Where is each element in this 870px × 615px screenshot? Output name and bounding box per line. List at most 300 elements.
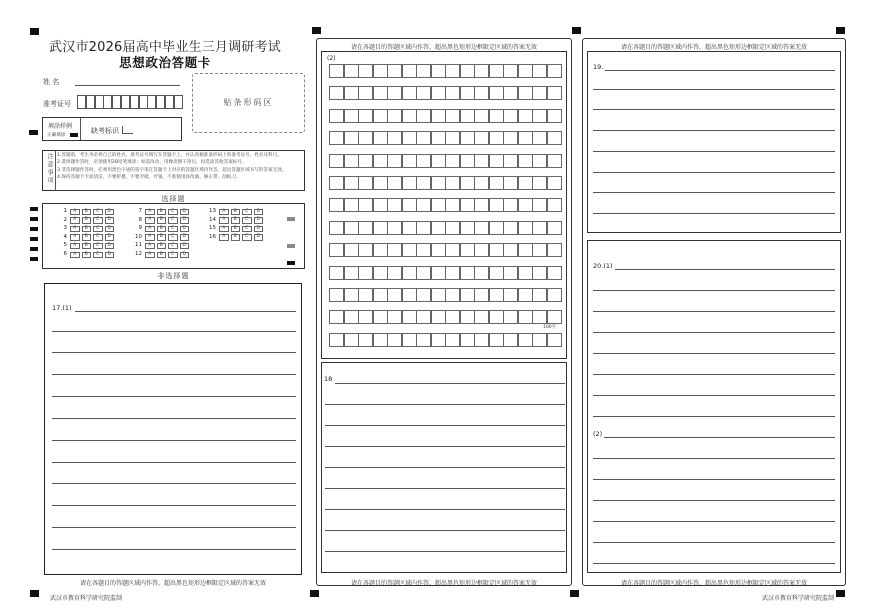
char-box bbox=[416, 243, 431, 257]
option-box: D bbox=[105, 226, 115, 233]
char-box bbox=[532, 221, 547, 235]
option-box: C bbox=[168, 217, 178, 224]
char-box bbox=[329, 243, 344, 257]
registration-mark bbox=[30, 590, 39, 597]
registration-mark bbox=[836, 27, 845, 34]
answer-line bbox=[52, 462, 296, 463]
char-box bbox=[373, 243, 388, 257]
char-box bbox=[547, 266, 562, 280]
char-box bbox=[373, 154, 388, 168]
question-number: 8 bbox=[138, 216, 142, 223]
char-box bbox=[518, 64, 533, 78]
char-box bbox=[344, 176, 359, 190]
char-box bbox=[431, 86, 446, 100]
registration-mark bbox=[30, 28, 39, 35]
correct-fill-label: 正确填涂 bbox=[47, 133, 66, 138]
char-box bbox=[373, 310, 388, 324]
char-box bbox=[329, 288, 344, 302]
char-box bbox=[387, 86, 402, 100]
char-box bbox=[474, 131, 489, 145]
char-box bbox=[402, 86, 417, 100]
option-box: C bbox=[242, 226, 252, 233]
answer-line bbox=[52, 418, 296, 419]
char-box bbox=[460, 131, 475, 145]
option-box: D bbox=[105, 243, 115, 250]
id-digit-box bbox=[86, 95, 95, 109]
option-box: B bbox=[157, 226, 167, 233]
char-box bbox=[503, 266, 518, 280]
boundary-warning: 请在各题目的答题区域内作答，超出黑色矩形边框限定区域的答案无效 bbox=[620, 44, 807, 51]
char-box bbox=[532, 176, 547, 190]
option-box: D bbox=[105, 234, 115, 241]
char-box bbox=[460, 243, 475, 257]
option-box: C bbox=[93, 252, 103, 259]
char-box bbox=[387, 131, 402, 145]
question-number: 9 bbox=[138, 225, 142, 232]
answer-line bbox=[52, 549, 296, 550]
char-box bbox=[474, 64, 489, 78]
char-box bbox=[373, 131, 388, 145]
question-number: 15 bbox=[209, 225, 216, 232]
q19-label: 19. bbox=[593, 63, 604, 71]
char-box bbox=[474, 198, 489, 212]
char-box bbox=[532, 243, 547, 257]
char-box bbox=[489, 221, 504, 235]
char-box bbox=[532, 131, 547, 145]
char-box bbox=[358, 310, 373, 324]
option-box: B bbox=[82, 252, 92, 259]
answer-line bbox=[593, 192, 835, 193]
option-box: A bbox=[70, 252, 80, 259]
id-digit-box bbox=[121, 95, 130, 109]
question-number: 11 bbox=[135, 242, 142, 249]
notes-item: 3.非选择题作答时，必须用黑色字迹的签字笔在答题卡上对应的答题区域内作答，超出答题区域书写的答案无效。 bbox=[57, 167, 287, 173]
answer-sheet-title: 思想政治答题卡 bbox=[119, 55, 211, 70]
option-box: D bbox=[105, 252, 115, 259]
char-box bbox=[344, 221, 359, 235]
option-box: D bbox=[254, 209, 264, 216]
char-box bbox=[474, 86, 489, 100]
option-box: A bbox=[145, 243, 155, 250]
option-box: A bbox=[219, 209, 229, 216]
char-box bbox=[460, 154, 475, 168]
char-box bbox=[358, 64, 373, 78]
option-box: C bbox=[93, 226, 103, 233]
q19-answer-box bbox=[587, 51, 841, 233]
char-box bbox=[445, 310, 460, 324]
char-box bbox=[387, 198, 402, 212]
option-box: D bbox=[180, 226, 190, 233]
option-box: A bbox=[145, 252, 155, 259]
char-box bbox=[329, 333, 344, 347]
timing-mark bbox=[30, 237, 38, 241]
char-box bbox=[344, 333, 359, 347]
char-box bbox=[344, 64, 359, 78]
char-box bbox=[489, 109, 504, 123]
char-box bbox=[402, 109, 417, 123]
option-box: B bbox=[82, 217, 92, 224]
char-box bbox=[402, 221, 417, 235]
footer-publisher: 武汉市教育科学研究院监制 bbox=[762, 595, 835, 602]
answer-line bbox=[593, 395, 835, 396]
char-box bbox=[489, 243, 504, 257]
id-digit-box bbox=[103, 95, 112, 109]
answer-line bbox=[593, 109, 835, 110]
char-box bbox=[387, 333, 402, 347]
char-box bbox=[344, 266, 359, 280]
char-box bbox=[474, 266, 489, 280]
option-box: D bbox=[180, 243, 190, 250]
char-box bbox=[431, 310, 446, 324]
char-box bbox=[503, 198, 518, 212]
char-box bbox=[402, 333, 417, 347]
char-box bbox=[329, 131, 344, 145]
char-box bbox=[503, 243, 518, 257]
boundary-warning: 请在各题目的答题区域内作答，超出黑色矩形边框限定区域的答案无效 bbox=[350, 44, 537, 51]
char-box bbox=[489, 154, 504, 168]
char-box bbox=[431, 154, 446, 168]
char-box bbox=[489, 198, 504, 212]
char-box bbox=[547, 176, 562, 190]
char-box bbox=[503, 64, 518, 78]
option-box: A bbox=[70, 217, 80, 224]
char-box bbox=[474, 333, 489, 347]
char-box bbox=[532, 198, 547, 212]
option-box: D bbox=[180, 252, 190, 259]
char-box bbox=[387, 243, 402, 257]
char-box bbox=[474, 288, 489, 302]
char-box bbox=[503, 109, 518, 123]
barcode-area bbox=[192, 73, 305, 133]
char-box bbox=[402, 198, 417, 212]
char-box bbox=[503, 333, 518, 347]
answer-line bbox=[593, 374, 835, 375]
absent-mark-box bbox=[122, 126, 133, 134]
question-number: 13 bbox=[209, 208, 216, 214]
char-box bbox=[402, 288, 417, 302]
char-box bbox=[431, 109, 446, 123]
char-box bbox=[416, 333, 431, 347]
char-box bbox=[402, 243, 417, 257]
char-box bbox=[344, 109, 359, 123]
char-box bbox=[445, 64, 460, 78]
absent-mark-label: 缺考标识 bbox=[91, 127, 119, 135]
char-box bbox=[373, 333, 388, 347]
char-box bbox=[532, 333, 547, 347]
question-number: 3 bbox=[63, 225, 67, 232]
answer-line bbox=[593, 311, 835, 312]
q17-answer-box bbox=[44, 283, 302, 575]
char-box bbox=[532, 288, 547, 302]
char-box bbox=[329, 64, 344, 78]
char-box bbox=[329, 221, 344, 235]
char-box bbox=[503, 176, 518, 190]
char-box bbox=[474, 243, 489, 257]
char-box bbox=[358, 266, 373, 280]
char-box bbox=[344, 131, 359, 145]
char-box bbox=[445, 198, 460, 212]
char-box bbox=[329, 266, 344, 280]
word-count-marker: 100字 bbox=[543, 325, 557, 330]
char-box bbox=[503, 131, 518, 145]
answer-line bbox=[52, 440, 296, 441]
char-box bbox=[532, 64, 547, 78]
answer-line bbox=[325, 530, 565, 531]
answer-line bbox=[325, 488, 565, 489]
name-underline bbox=[75, 85, 180, 86]
char-box bbox=[445, 154, 460, 168]
char-box bbox=[532, 154, 547, 168]
char-box bbox=[387, 288, 402, 302]
option-box: B bbox=[231, 209, 241, 216]
char-box bbox=[547, 243, 562, 257]
char-box bbox=[416, 198, 431, 212]
id-digit-box bbox=[174, 95, 183, 109]
char-box bbox=[329, 198, 344, 212]
divider bbox=[55, 150, 56, 191]
char-box bbox=[547, 221, 562, 235]
char-box bbox=[416, 64, 431, 78]
char-box bbox=[387, 310, 402, 324]
option-box: C bbox=[242, 217, 252, 224]
question-number: 2 bbox=[63, 216, 67, 223]
char-box bbox=[358, 109, 373, 123]
char-box bbox=[416, 288, 431, 302]
id-digit-box bbox=[77, 95, 86, 109]
answer-line bbox=[593, 89, 835, 90]
option-box: A bbox=[145, 217, 155, 224]
option-box: D bbox=[105, 209, 115, 216]
char-box bbox=[387, 109, 402, 123]
answer-line bbox=[593, 130, 835, 131]
question-number: 16 bbox=[209, 233, 216, 240]
char-box bbox=[373, 109, 388, 123]
option-box: C bbox=[168, 226, 178, 233]
char-box bbox=[532, 266, 547, 280]
char-box bbox=[489, 131, 504, 145]
char-box bbox=[431, 131, 446, 145]
barcode-label: 贴条形码区 bbox=[223, 98, 274, 107]
char-box bbox=[344, 86, 359, 100]
answer-line bbox=[52, 483, 296, 484]
option-box: B bbox=[157, 234, 167, 241]
option-box: C bbox=[168, 234, 178, 241]
char-box bbox=[460, 176, 475, 190]
char-box bbox=[547, 288, 562, 302]
boundary-warning: 请在各题目的答题区域内作答，超出黑色矩形边框限定区域的答案无效 bbox=[350, 580, 537, 587]
char-box bbox=[474, 176, 489, 190]
timing-mark bbox=[29, 130, 38, 135]
char-box bbox=[489, 310, 504, 324]
answer-line bbox=[593, 416, 835, 417]
char-box bbox=[532, 86, 547, 100]
char-box bbox=[387, 154, 402, 168]
option-box: D bbox=[254, 217, 264, 224]
char-box bbox=[518, 310, 533, 324]
option-box: B bbox=[82, 243, 92, 250]
answer-line bbox=[325, 467, 565, 468]
option-box: D bbox=[180, 217, 190, 224]
char-box bbox=[474, 221, 489, 235]
char-box bbox=[460, 333, 475, 347]
char-box bbox=[416, 109, 431, 123]
registration-mark bbox=[570, 590, 579, 597]
char-box bbox=[387, 176, 402, 190]
option-box: A bbox=[70, 209, 80, 216]
timing-mark bbox=[30, 257, 38, 261]
char-box bbox=[445, 333, 460, 347]
char-box bbox=[402, 176, 417, 190]
answer-line bbox=[593, 290, 835, 291]
option-box: A bbox=[70, 243, 80, 250]
char-box bbox=[387, 221, 402, 235]
option-box: C bbox=[168, 252, 178, 259]
id-digit-box bbox=[165, 95, 174, 109]
char-box bbox=[547, 64, 562, 78]
notes-item: 2.选择题作答时，必须使用2B铅笔填涂；如需改动，用橡皮擦干净后，再选涂其他答案标号。 bbox=[57, 160, 247, 166]
char-box bbox=[518, 131, 533, 145]
char-box bbox=[431, 198, 446, 212]
answer-line bbox=[52, 396, 296, 397]
char-box bbox=[489, 176, 504, 190]
answer-line bbox=[605, 70, 835, 71]
char-box bbox=[532, 109, 547, 123]
option-box: A bbox=[219, 217, 229, 224]
notes-list bbox=[57, 152, 302, 182]
char-box bbox=[474, 154, 489, 168]
notes-item: 1.答题前，考生务必将自己的姓名、准考证号填写在答题卡上，并认真核准条形码上的准考证号、姓名及科目。 bbox=[57, 153, 282, 158]
notes-item: 4.保持答题卡卡面清洁，不要折叠，不要弄破、弄皱，不准使用涂改液、修正带、刮纸刀。 bbox=[57, 175, 241, 181]
option-box: C bbox=[242, 209, 252, 216]
char-box bbox=[518, 86, 533, 100]
char-box bbox=[344, 154, 359, 168]
option-box: A bbox=[145, 209, 155, 216]
option-box: D bbox=[180, 234, 190, 241]
char-box bbox=[416, 266, 431, 280]
char-box bbox=[373, 86, 388, 100]
option-box: B bbox=[231, 226, 241, 233]
nonchoice-section-title: 非选择题 bbox=[157, 272, 190, 280]
char-box bbox=[518, 266, 533, 280]
fill-sample-box bbox=[42, 117, 182, 141]
char-box bbox=[329, 109, 344, 123]
char-box bbox=[489, 86, 504, 100]
option-box: D bbox=[254, 234, 264, 241]
option-box: A bbox=[219, 234, 229, 241]
boundary-warning: 请在各题目的答题区域内作答，超出黑色矩形边框限定区域的答案无效 bbox=[620, 580, 807, 587]
char-box bbox=[489, 288, 504, 302]
char-box bbox=[329, 154, 344, 168]
option-box: C bbox=[242, 234, 252, 241]
char-box bbox=[445, 243, 460, 257]
option-box: B bbox=[157, 243, 167, 250]
fill-sample-label: 填涂样例 bbox=[48, 123, 73, 130]
char-box bbox=[387, 266, 402, 280]
char-box bbox=[358, 131, 373, 145]
char-box bbox=[416, 86, 431, 100]
char-box bbox=[445, 131, 460, 145]
char-box bbox=[344, 198, 359, 212]
id-digit-box bbox=[156, 95, 165, 109]
char-box bbox=[460, 198, 475, 212]
char-box bbox=[460, 86, 475, 100]
q20-part1-label: 20.(1) bbox=[593, 262, 613, 270]
char-box bbox=[460, 288, 475, 302]
answer-line bbox=[52, 527, 296, 528]
id-digit-box bbox=[130, 95, 139, 109]
char-box bbox=[503, 221, 518, 235]
char-box bbox=[358, 333, 373, 347]
char-box bbox=[416, 221, 431, 235]
char-box bbox=[445, 176, 460, 190]
option-box: C bbox=[93, 243, 103, 250]
option-box: D bbox=[180, 209, 190, 216]
char-box bbox=[518, 176, 533, 190]
char-box bbox=[416, 131, 431, 145]
char-box bbox=[518, 221, 533, 235]
answer-line bbox=[615, 269, 835, 270]
option-box: C bbox=[168, 243, 178, 250]
char-box bbox=[402, 64, 417, 78]
char-box bbox=[358, 198, 373, 212]
option-box: B bbox=[157, 217, 167, 224]
char-box bbox=[532, 310, 547, 324]
id-digit-box bbox=[147, 95, 156, 109]
answer-line bbox=[325, 446, 565, 447]
char-box bbox=[402, 266, 417, 280]
char-box bbox=[489, 266, 504, 280]
choice-section-title: 选择题 bbox=[161, 195, 186, 203]
answer-line bbox=[593, 542, 835, 543]
registration-mark bbox=[836, 590, 845, 597]
answer-line bbox=[593, 151, 835, 152]
exam-id-label: 准考证号 bbox=[43, 100, 71, 108]
question-number: 12 bbox=[135, 251, 142, 257]
answer-line bbox=[593, 500, 835, 501]
answer-line bbox=[593, 521, 835, 522]
option-box: A bbox=[219, 226, 229, 233]
char-box bbox=[373, 266, 388, 280]
answer-line bbox=[593, 172, 835, 173]
option-box: C bbox=[93, 234, 103, 241]
exam-title: 武汉市2026届高中毕业生三月调研考试 bbox=[49, 40, 281, 55]
option-box: B bbox=[82, 209, 92, 216]
question-number: 7 bbox=[138, 208, 142, 214]
option-box: A bbox=[145, 234, 155, 241]
question-number: 14 bbox=[209, 216, 216, 223]
char-box bbox=[518, 288, 533, 302]
char-box bbox=[489, 333, 504, 347]
answer-line bbox=[325, 404, 565, 405]
char-box bbox=[518, 109, 533, 123]
answer-line bbox=[52, 352, 296, 353]
char-box bbox=[358, 154, 373, 168]
answer-line bbox=[593, 479, 835, 480]
q17-part1-label: 17.(1) bbox=[52, 304, 72, 312]
char-box bbox=[416, 176, 431, 190]
char-box bbox=[431, 266, 446, 280]
char-box bbox=[329, 86, 344, 100]
question-number: 6 bbox=[63, 251, 67, 257]
char-box bbox=[445, 86, 460, 100]
answer-line bbox=[52, 374, 296, 375]
char-box bbox=[358, 221, 373, 235]
q17-part2-label: (2) bbox=[327, 55, 336, 62]
char-box bbox=[431, 221, 446, 235]
option-box: C bbox=[93, 209, 103, 216]
answer-line bbox=[52, 505, 296, 506]
char-box bbox=[445, 221, 460, 235]
